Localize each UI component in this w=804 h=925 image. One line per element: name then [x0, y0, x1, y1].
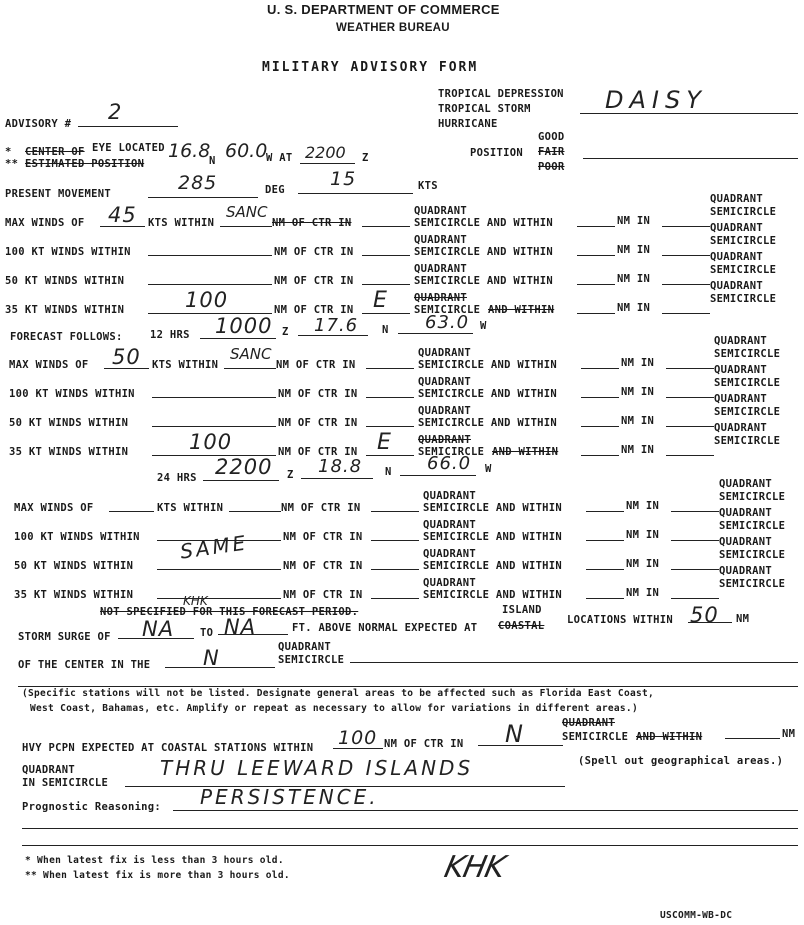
present-row0-quadrant: QUADRANT [414, 205, 467, 217]
storm-type-hurricane: HURRICANE [438, 118, 498, 130]
f12-hrs: 12 HRS [150, 329, 190, 341]
present-row1-nm-line [577, 255, 615, 256]
f12-row1-dist-line [152, 397, 276, 398]
asterisk-single: * [5, 146, 12, 158]
f12-row2-semicircle-and-within: SEMICIRCLE AND WITHIN [418, 417, 558, 429]
present-row3-nm-ctr: NM OF CTR IN [274, 304, 354, 316]
f12-row1-right-quadrant: QUADRANT [714, 364, 767, 376]
f12-row0-nm-ctr: NM OF CTR IN [276, 359, 356, 371]
reasoning-value: PERSISTENCE. [200, 785, 379, 809]
f12-max-winds: 50 [112, 345, 141, 369]
f24-row1-quad-line [371, 540, 419, 541]
present-row1-quadrant: QUADRANT [414, 234, 467, 246]
f12-row1-nm-ctr: NM OF CTR IN [278, 388, 358, 400]
f12-row1-quadrant: QUADRANT [418, 376, 471, 388]
footnote-2: ** When latest fix is more than 3 hours old. [25, 870, 290, 881]
f24-row0-quad-line [371, 511, 419, 512]
present-row2-in-line [662, 284, 710, 285]
f24-row0-nm-line [586, 511, 624, 512]
present-row2-nm-in: NM IN [617, 273, 651, 285]
f12-row3-in-line [666, 455, 714, 456]
eye-n: N [209, 155, 216, 167]
f24-row1-in-line [671, 540, 719, 541]
f24-row2-nm-ctr: NM OF CTR IN [283, 560, 363, 572]
note-line-1: (Specific stations will not be listed. Designate general areas to be affected such as Florida East Coast, [22, 688, 655, 699]
note-line-2: West Coast, Bahamas, etc. Amplify or repeat as necessary to allow for variations in different areas.) [30, 703, 638, 714]
f24-row0-semicircle-and-within: SEMICIRCLE AND WITHIN [423, 502, 563, 514]
bureau-title: WEATHER BUREAU [336, 22, 450, 34]
f12-row1-quad-line [366, 397, 414, 398]
present-row3-quadrant: QUADRANT [414, 292, 467, 304]
surge-from: NA [142, 617, 175, 641]
f12-row1-in-line [666, 397, 714, 398]
pcpn-nm-of-ctr-in: NM OF CTR IN [384, 738, 464, 750]
present-w35-quad: E [373, 288, 388, 313]
f12-row1-nm-line [581, 397, 619, 398]
f24-row0-label: MAX WINDS OF [14, 502, 94, 514]
f12-z: Z [282, 326, 289, 338]
position-line [583, 158, 798, 159]
dept-title: U. S. DEPARTMENT OF COMMERCE [267, 2, 500, 17]
eye-time: 2200 [305, 143, 346, 162]
f24-max-line [109, 511, 154, 512]
present-row0-quad-line [362, 226, 410, 227]
f24-row1-right-quadrant: QUADRANT [719, 507, 772, 519]
f24-row3-label: 35 KT WINDS WITHIN [14, 589, 134, 601]
f24-lon: 66.0 [427, 453, 472, 474]
surge-nm: NM [736, 613, 750, 625]
f12-row2-nm-line [581, 426, 619, 427]
pcpn-quadrant-struck: QUADRANT [562, 717, 615, 729]
present-row3-label: 35 KT WINDS WITHIN [5, 304, 125, 316]
f24-row3-nm-in: NM IN [626, 587, 660, 599]
f12-row1-semicircle-and-within: SEMICIRCLE AND WITHIN [418, 388, 558, 400]
f24-row2-right-semicircle: SEMICIRCLE [719, 549, 786, 561]
f12-w: W [480, 320, 487, 332]
surge-semicircle: SEMICIRCLE [278, 654, 345, 666]
signature: KHK [441, 850, 508, 885]
f24-row2-quadrant: QUADRANT [423, 548, 476, 560]
present-row3-right-semicircle: SEMICIRCLE [710, 293, 777, 305]
present-row3-right-quadrant: QUADRANT [710, 280, 763, 292]
f24-row1-label: 100 KT WINDS WITHIN [14, 531, 140, 543]
f24-z: Z [287, 469, 294, 481]
f24-within-line [229, 511, 281, 512]
f12-row2-right-quadrant: QUADRANT [714, 393, 767, 405]
f24-row0-right-semicircle: SEMICIRCLE [719, 491, 786, 503]
pcpn-and-within-struck: AND WITHIN [636, 731, 703, 743]
position-poor: POOR [538, 161, 565, 173]
present-row1-right-semicircle: SEMICIRCLE [710, 235, 777, 247]
f12-row0-nm-in: NM IN [621, 357, 655, 369]
advisory-line [78, 126, 178, 127]
pcpn-semicircle: SEMICIRCLE [562, 731, 629, 743]
f12-within-line [224, 368, 276, 369]
deg-label: DEG [265, 184, 285, 196]
present-row2-quadrant: QUADRANT [414, 263, 467, 275]
present-within-line [220, 226, 272, 227]
present-row1-nm-in: NM IN [617, 244, 651, 256]
present-row3-nm-in: NM IN [617, 302, 651, 314]
storm-type-storm: TROPICAL STORM [438, 103, 531, 115]
present-row1-in-line [662, 255, 710, 256]
pcpn-area: THRU LEEWARD ISLANDS [160, 756, 474, 780]
f24-row3-quadrant: QUADRANT [423, 577, 476, 589]
f24-row0-quadrant: QUADRANT [423, 490, 476, 502]
f12-row2-right-semicircle: SEMICIRCLE [714, 406, 781, 418]
eye-time-line [300, 163, 355, 164]
f24-same: SAME [178, 530, 250, 564]
f12-row1-right-semicircle: SEMICIRCLE [714, 377, 781, 389]
eye-w-at: W AT [266, 152, 293, 164]
f12-row0-nm-line [581, 368, 619, 369]
surge-island: ISLAND [502, 604, 542, 616]
form-title: MILITARY ADVISORY FORM [262, 60, 479, 75]
f12-row2-nm-in: NM IN [621, 415, 655, 427]
present-max-within: SANC [226, 203, 268, 221]
f12-row2-in-line [666, 426, 714, 427]
reasoning-line-2 [22, 828, 798, 829]
storm-type-depression: TROPICAL DEPRESSION [438, 88, 564, 100]
f12-w35-dist: 100 [189, 430, 233, 454]
pcpn-nm-line [725, 738, 780, 739]
surge-distance: 50 [690, 603, 719, 627]
position-label: POSITION [470, 147, 523, 159]
f24-row3-nm-ctr: NM OF CTR IN [283, 589, 363, 601]
present-row2-semicircle-and-within: SEMICIRCLE AND WITHIN [414, 275, 554, 287]
f24-row0-in-line [671, 511, 719, 512]
eye-z: Z [362, 152, 369, 164]
surge-label: STORM SURGE OF [18, 631, 111, 643]
f24-row2-semicircle-and-within: SEMICIRCLE AND WITHIN [423, 560, 563, 572]
present-row0-nm-in: NM IN [617, 215, 651, 227]
f24-lon-line [400, 475, 476, 476]
f24-row2-nm-line [586, 569, 624, 570]
pcpn-distance: 100 [338, 727, 378, 749]
footnote-1: * When latest fix is less than 3 hours old. [25, 855, 284, 866]
f24-row1-nm-line [586, 540, 624, 541]
present-row1-quad-line [362, 255, 410, 256]
f12-max-within: SANC [230, 345, 272, 363]
forecast-follows-label: FORECAST FOLLOWS: [10, 331, 123, 343]
surge-to: NA [224, 615, 257, 639]
f24-time-line [203, 480, 279, 481]
f12-row3-quadrant: QUADRANT [418, 434, 471, 446]
surge-coastal: COASTAL [498, 620, 545, 632]
present-movement-label: PRESENT MOVEMENT [5, 188, 111, 200]
f12-lon-line [398, 333, 473, 334]
present-row1-right-quadrant: QUADRANT [710, 222, 763, 234]
f24-row3-in-line [671, 598, 719, 599]
f12-row2-label: 50 KT WINDS WITHIN [9, 417, 129, 429]
pcpn-in-quadrant: QUADRANT [22, 764, 75, 776]
present-row0-in-line [662, 226, 710, 227]
f12-row3-and-within: AND WITHIN [492, 446, 559, 458]
f12-row2-dist-line [152, 426, 276, 427]
reasoning-label: Prognostic Reasoning: [22, 801, 162, 813]
present-row0-semicircle-and-within: SEMICIRCLE AND WITHIN [414, 217, 554, 229]
surge-quadrant: QUADRANT [278, 641, 331, 653]
f24-w: W [485, 463, 492, 475]
f12-row2-quad-line [366, 426, 414, 427]
present-row0-right-semicircle: SEMICIRCLE [710, 206, 777, 218]
kts-label: KTS [418, 180, 438, 192]
f12-row0-quadrant: QUADRANT [418, 347, 471, 359]
present-max-winds: 45 [108, 203, 137, 227]
f24-n: N [385, 466, 392, 478]
f12-row0-semicircle-and-within: SEMICIRCLE AND WITHIN [418, 359, 558, 371]
f24-row1-quadrant: QUADRANT [423, 519, 476, 531]
f24-row3-quad-line [371, 598, 419, 599]
surge-ft-above: FT. ABOVE NORMAL EXPECTED AT [292, 622, 478, 634]
f24-row3-nm-line [586, 598, 624, 599]
movement-dir: 285 [178, 172, 218, 194]
not-specified-struck: NOT SPECIFIED FOR THIS FORECAST PERIOD. [100, 606, 359, 618]
position-good: GOOD [538, 131, 565, 143]
f12-row0-in-line [666, 368, 714, 369]
f12-row0-quad-line [366, 368, 414, 369]
f12-row0-label: MAX WINDS OF [9, 359, 89, 371]
present-row3-semicircle: SEMICIRCLE [414, 304, 481, 316]
f24-row1-nm-ctr: NM OF CTR IN [283, 531, 363, 543]
advisory-value: 2 [108, 100, 123, 124]
present-w35-dist: 100 [185, 288, 229, 312]
present-row0-label: MAX WINDS OF [5, 217, 85, 229]
eye-located-label: EYE LOCATED [92, 142, 165, 154]
present-row1-nm-ctr: NM OF CTR IN [274, 246, 354, 258]
f12-row1-nm-in: NM IN [621, 386, 655, 398]
present-row1-label: 100 KT WINDS WITHIN [5, 246, 131, 258]
present-row2-label: 50 KT WINDS WITHIN [5, 275, 125, 287]
surge-area-line [350, 662, 798, 663]
f12-row2-quadrant: QUADRANT [418, 405, 471, 417]
f24-lat-line [301, 478, 373, 479]
f24-row0-nm-in: NM IN [626, 500, 660, 512]
surge-direction: N [203, 646, 220, 670]
f24-row1-nm-in: NM IN [626, 529, 660, 541]
f24-row0-nm-ctr: NM OF CTR IN [281, 502, 361, 514]
f12-row3-nm-in: NM IN [621, 444, 655, 456]
f24-row2-right-quadrant: QUADRANT [719, 536, 772, 548]
present-row2-dist-line [148, 284, 272, 285]
present-row3-quad-line [362, 313, 410, 314]
present-row2-nm-line [577, 284, 615, 285]
f24-row3-right-semicircle: SEMICIRCLE [719, 578, 786, 590]
f12-row3-quad-line [366, 455, 414, 456]
f24-row3-dist-line [157, 598, 281, 599]
surge-direction-line [165, 667, 275, 668]
f12-row3-nm-ctr: NM OF CTR IN [278, 446, 358, 458]
reasoning-line-1 [173, 810, 798, 811]
f12-row3-semicircle: SEMICIRCLE [418, 446, 485, 458]
present-row0-right-quadrant: QUADRANT [710, 193, 763, 205]
f12-kts-within: KTS WITHIN [152, 359, 219, 371]
present-row3-and-within: AND WITHIN [488, 304, 555, 316]
f24-kts-within: KTS WITHIN [157, 502, 224, 514]
f12-row3-nm-line [581, 455, 619, 456]
present-row2-right-semicircle: SEMICIRCLE [710, 264, 777, 276]
present-row3-in-line [662, 313, 710, 314]
f24-row1-semicircle-and-within: SEMICIRCLE AND WITHIN [423, 531, 563, 543]
present-row2-right-quadrant: QUADRANT [710, 251, 763, 263]
f24-row1-right-semicircle: SEMICIRCLE [719, 520, 786, 532]
f12-row0-right-semicircle: SEMICIRCLE [714, 348, 781, 360]
f12-row3-label: 35 KT WINDS WITHIN [9, 446, 129, 458]
surge-to-label: TO [200, 627, 214, 639]
present-row1-semicircle-and-within: SEMICIRCLE AND WITHIN [414, 246, 554, 258]
of-center-label: OF THE CENTER IN THE [18, 659, 151, 671]
f12-row2-nm-ctr: NM OF CTR IN [278, 417, 358, 429]
estimated-position-struck: ESTIMATED POSITION [25, 158, 145, 170]
f12-n: N [382, 324, 389, 336]
f12-row3-right-quadrant: QUADRANT [714, 422, 767, 434]
surge-locations-within: LOCATIONS WITHIN [567, 614, 673, 626]
f12-lon: 63.0 [425, 312, 470, 333]
present-row3-nm-line [577, 313, 615, 314]
f24-row2-in-line [671, 569, 719, 570]
present-kts-within: KTS WITHIN [148, 217, 215, 229]
pcpn-nm: NM [782, 728, 796, 740]
f24-lat: 18.8 [318, 456, 363, 477]
f24-row2-nm-in: NM IN [626, 558, 660, 570]
f12-w35-quad: E [377, 430, 392, 455]
position-fair: FAIR [538, 146, 565, 158]
present-row0-nm-line [577, 226, 615, 227]
pcpn-spell-out: (Spell out geographical areas.) [578, 755, 784, 767]
present-row0-nm-ctr: NM OF CTR IN [272, 217, 352, 229]
f12-row1-label: 100 KT WINDS WITHIN [9, 388, 135, 400]
movement-dir-line [148, 197, 258, 198]
present-row2-quad-line [362, 284, 410, 285]
f12-lat: 17.6 [314, 315, 359, 336]
asterisk-double: ** [5, 158, 19, 170]
f24-time: 2200 [215, 455, 273, 479]
eye-lon: 60.0 [225, 140, 268, 162]
surge-initials: KHK [183, 594, 208, 608]
movement-speed: 15 [330, 168, 357, 190]
pcpn-in-semicircle: IN SEMICIRCLE [22, 777, 109, 789]
movement-speed-line [298, 193, 413, 194]
f24-row2-label: 50 KT WINDS WITHIN [14, 560, 134, 572]
present-row1-dist-line [148, 255, 272, 256]
pcpn-direction: N [505, 720, 524, 748]
f12-time: 1000 [215, 314, 273, 338]
center-of-struck: CENTER OF [25, 146, 85, 158]
pcpn-label: HVY PCPN EXPECTED AT COASTAL STATIONS WITHIN [22, 742, 314, 754]
f24-row3-semicircle-and-within: SEMICIRCLE AND WITHIN [423, 589, 563, 601]
present-row2-nm-ctr: NM OF CTR IN [274, 275, 354, 287]
f12-time-line [200, 338, 276, 339]
f24-row0-right-quadrant: QUADRANT [719, 478, 772, 490]
f24-hrs: 24 HRS [157, 472, 197, 484]
eye-lat: 16.8 [168, 140, 211, 162]
f12-row0-right-quadrant: QUADRANT [714, 335, 767, 347]
f12-row3-right-semicircle: SEMICIRCLE [714, 435, 781, 447]
advisory-label: ADVISORY # [5, 118, 72, 130]
surge-area-line-2 [18, 686, 798, 687]
f24-row2-quad-line [371, 569, 419, 570]
form-code: USCOMM-WB-DC [660, 910, 733, 921]
f24-row2-dist-line [157, 569, 281, 570]
f24-row3-right-quadrant: QUADRANT [719, 565, 772, 577]
storm-name: DAISY [605, 86, 707, 114]
reasoning-line-3 [22, 845, 798, 846]
